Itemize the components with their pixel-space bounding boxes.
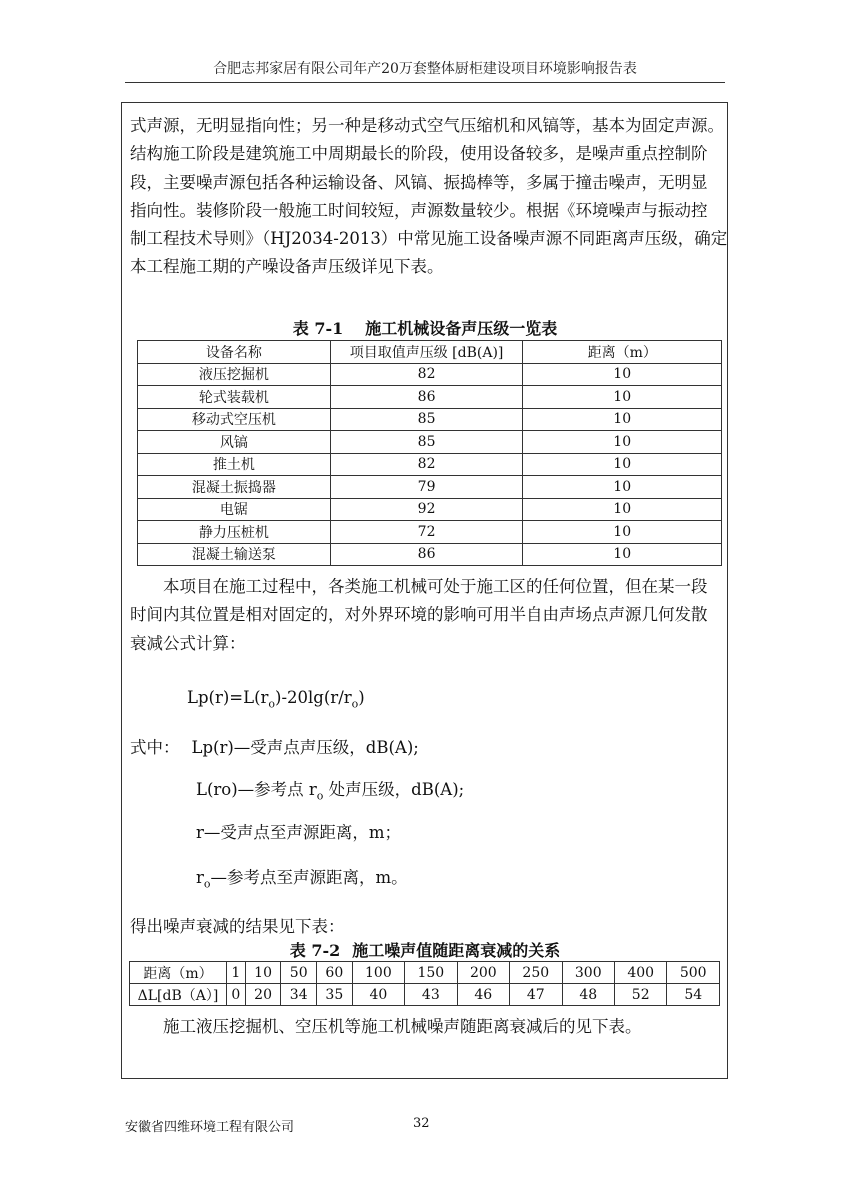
table2-caption xyxy=(130,938,720,961)
closing-line: 施工液压挖掘机、空压机等施工机械噪声随距离衰减后的见下表。 xyxy=(163,1017,642,1036)
distance-cell: 250 xyxy=(510,962,562,984)
definition-text: r xyxy=(196,868,204,887)
equipment-name-cell: 移动式空压机 xyxy=(138,408,331,431)
table-row xyxy=(138,386,722,409)
formula-subscript: o xyxy=(268,697,276,711)
noise-level-cell: 82 xyxy=(330,363,523,386)
intro-line: 本工程施工期的产噪设备声压级详见下表。 xyxy=(130,257,444,277)
intro-line: 结构施工阶段是建筑施工中周期最长的阶段，使用设备较多，是噪声重点控制阶 xyxy=(130,144,708,164)
table2-caption-number: 表 7-2 xyxy=(289,941,341,960)
table1-caption xyxy=(130,316,720,339)
equipment-name-cell: 液压挖掘机 xyxy=(138,363,331,386)
equipment-noise-table xyxy=(137,340,722,566)
attenuation-cell: 0 xyxy=(227,984,246,1006)
attenuation-cell: 52 xyxy=(614,984,666,1006)
distance-cell: 10 xyxy=(523,363,722,386)
intro-line: 指向性。装修阶段一般施工时间较短，声源数量较少。根据《环境噪声与振动控 xyxy=(130,200,708,220)
distance-cell: 100 xyxy=(352,962,404,984)
intro-line: 段，主要噪声源包括各种运输设备、风镐、振捣棒等，多属于撞击噪声，无明显 xyxy=(130,172,708,192)
attenuation-cell: 54 xyxy=(667,984,720,1006)
formula-definition-4 xyxy=(196,864,408,890)
distance-cell: 60 xyxy=(317,962,353,984)
table1-caption-title: 施工机械设备声压级一览表 xyxy=(365,319,558,338)
row-label-distance: 距离（m） xyxy=(130,962,227,984)
equipment-name-cell: 电锯 xyxy=(138,498,331,521)
distance-cell: 50 xyxy=(281,962,317,984)
distance-cell: 10 xyxy=(523,476,722,499)
attenuation-cell: 35 xyxy=(317,984,353,1006)
distance-cell: 10 xyxy=(523,386,722,409)
attenuation-formula xyxy=(187,688,365,710)
table-row xyxy=(138,431,722,454)
table-row xyxy=(138,543,722,566)
equipment-name-cell: 混凝土振捣器 xyxy=(138,476,331,499)
col-header-distance: 距离（m） xyxy=(523,341,722,364)
distance-cell: 150 xyxy=(405,962,457,984)
table-row xyxy=(138,363,722,386)
intro-line: 制工程技术导则》（HJ2034-2013）中常见施工设备噪声源不同距离声压级，确定 xyxy=(130,229,728,249)
distance-cell: 10 xyxy=(523,543,722,566)
definition-text: L(ro)—参考点 r xyxy=(196,780,317,799)
equipment-name-cell: 静力压桩机 xyxy=(138,521,331,544)
page-number: 32 xyxy=(413,1116,430,1131)
table-row xyxy=(138,453,722,476)
attenuation-row xyxy=(130,984,720,1006)
formula-definition-2 xyxy=(196,776,464,802)
col-header-level: 项目取值声压级 [dB(A)] xyxy=(330,341,523,364)
distance-row xyxy=(130,962,720,984)
formula-definition-1 xyxy=(130,734,419,758)
table-header-row xyxy=(138,341,722,364)
table-row xyxy=(138,521,722,544)
distance-cell: 10 xyxy=(523,453,722,476)
distance-cell: 1 xyxy=(227,962,246,984)
table-row xyxy=(138,476,722,499)
distance-cell: 10 xyxy=(523,408,722,431)
row-label-attenuation: ΔL[dB（A）] xyxy=(130,984,227,1006)
noise-level-cell: 79 xyxy=(330,476,523,499)
intro-paragraph xyxy=(130,112,728,282)
page-header: 合肥志邦家居有限公司年产20万套整体厨柜建设项目环境影响报告表 xyxy=(213,61,637,77)
noise-level-cell: 92 xyxy=(330,498,523,521)
definition-text: —参考点至声源距离，m。 xyxy=(210,868,408,887)
table2-caption-title: 施工噪声值随距离衰减的关系 xyxy=(352,941,561,960)
formula-part: ) xyxy=(358,688,365,707)
table1-caption-number: 表 7-1 xyxy=(292,319,344,338)
method-line: 本项目在施工过程中，各类施工机械可处于施工区的任何位置，但在某一段 xyxy=(163,577,708,596)
distance-cell: 10 xyxy=(523,498,722,521)
distance-cell: 300 xyxy=(562,962,614,984)
equipment-name-cell: 推土机 xyxy=(138,453,331,476)
formula-part: Lp(r)=L(r xyxy=(187,688,269,707)
footer-company: 安徽省四维环境工程有限公司 xyxy=(125,1120,295,1135)
formula-part: )-20lg(r/r xyxy=(275,688,352,707)
attenuation-cell: 20 xyxy=(245,984,281,1006)
definition-text: 处声压级，dB(A); xyxy=(323,780,465,799)
method-line: 时间内其位置是相对固定的，对外界环境的影响可用半自由声场点声源几何发散 xyxy=(130,605,708,625)
header-rule xyxy=(125,82,725,83)
equipment-name-cell: 轮式装载机 xyxy=(138,386,331,409)
attenuation-cell: 47 xyxy=(510,984,562,1006)
attenuation-cell: 43 xyxy=(405,984,457,1006)
formula-definition-3: r—受声点至声源距离，m； xyxy=(196,823,402,842)
definition-text: Lp(r)—受声点声压级，dB(A); xyxy=(191,738,419,757)
noise-level-cell: 85 xyxy=(330,431,523,454)
intro-line: 式声源，无明显指向性；另一种是移动式空气压缩机和风镐等，基本为固定声源。 xyxy=(130,116,724,135)
formula-subscript: o xyxy=(203,877,211,891)
attenuation-cell: 34 xyxy=(281,984,317,1006)
equipment-name-cell: 混凝土输送泵 xyxy=(138,543,331,566)
col-header-equipment: 设备名称 xyxy=(138,341,331,364)
noise-level-cell: 86 xyxy=(330,543,523,566)
distance-cell: 400 xyxy=(614,962,666,984)
result-intro: 得出噪声衰减的结果见下表： xyxy=(130,917,345,936)
table-row xyxy=(138,408,722,431)
method-line: 衰减公式计算： xyxy=(130,633,246,653)
distance-cell: 10 xyxy=(523,521,722,544)
distance-cell: 200 xyxy=(457,962,509,984)
attenuation-cell: 48 xyxy=(562,984,614,1006)
noise-level-cell: 82 xyxy=(330,453,523,476)
noise-level-cell: 85 xyxy=(330,408,523,431)
formula-subscript: o xyxy=(351,697,359,711)
attenuation-table xyxy=(129,961,720,1006)
distance-cell: 500 xyxy=(667,962,720,984)
where-label: 式中： xyxy=(130,738,180,757)
distance-cell: 10 xyxy=(245,962,281,984)
closing-paragraph xyxy=(130,1013,720,1041)
method-paragraph xyxy=(130,573,720,658)
formula-subscript: o xyxy=(316,789,324,803)
attenuation-cell: 46 xyxy=(457,984,509,1006)
attenuation-cell: 40 xyxy=(352,984,404,1006)
noise-level-cell: 72 xyxy=(330,521,523,544)
noise-level-cell: 86 xyxy=(330,386,523,409)
table-row xyxy=(138,498,722,521)
equipment-name-cell: 风镐 xyxy=(138,431,331,454)
distance-cell: 10 xyxy=(523,431,722,454)
